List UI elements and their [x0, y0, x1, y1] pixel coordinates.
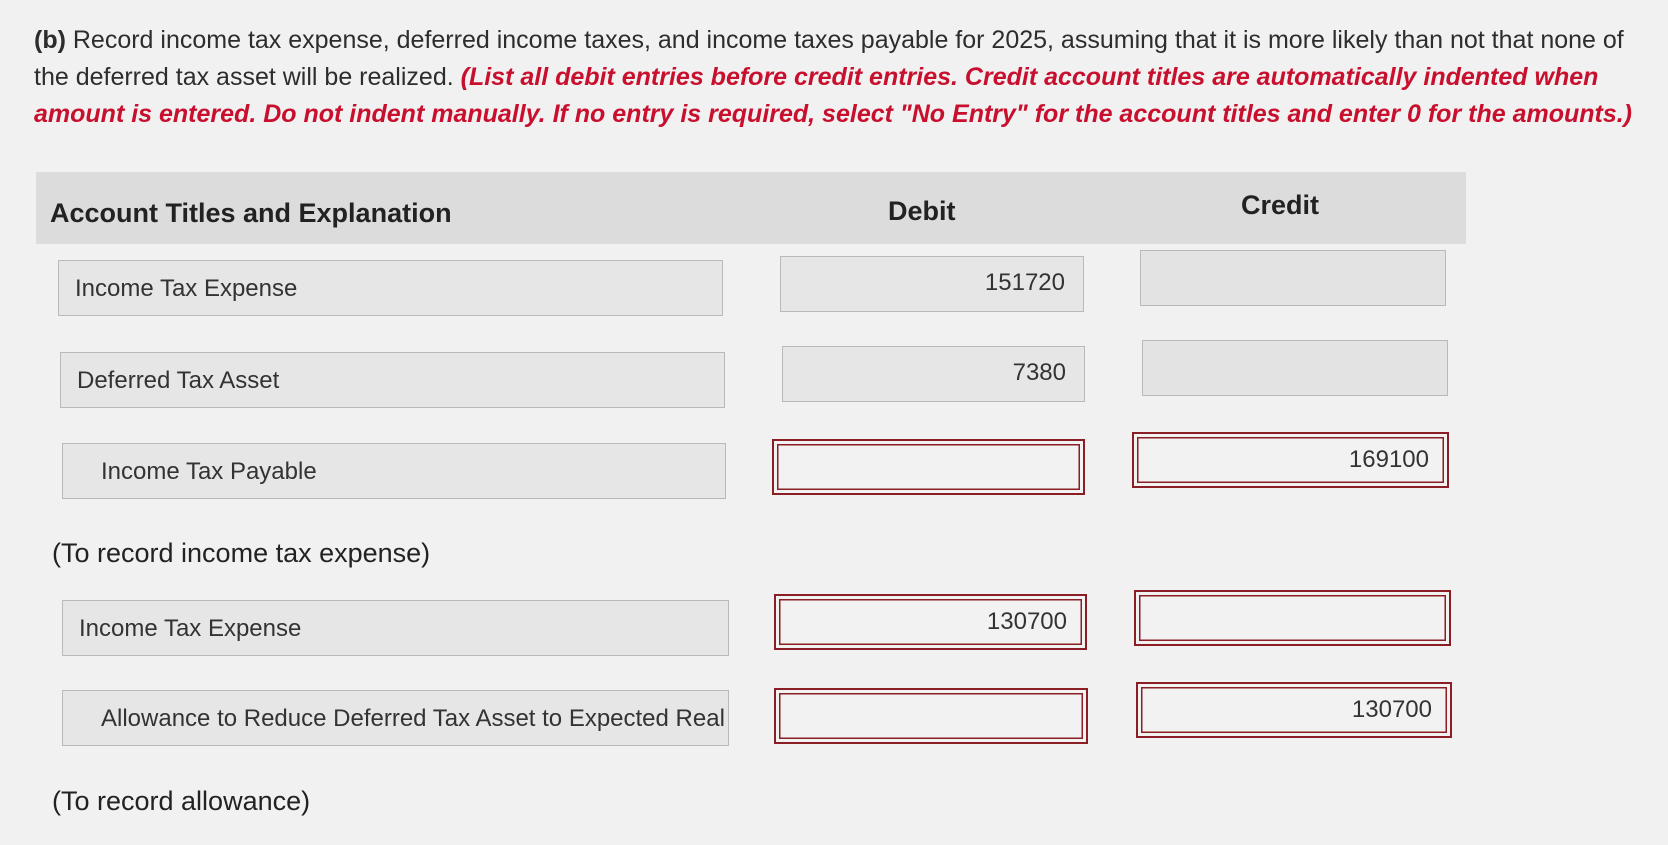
part-label: (b) [34, 26, 66, 54]
instruction-note: (List all debit entries before credit entries. Credit account titles are automatically indented when amount is entered. Do not indent manually. If no entry is required, select "No Entry" for the account titles and enter 0 for the amounts.) [34, 63, 1633, 128]
entry2-caption: (To record allowance) [52, 786, 311, 816]
entry2-row1-debit-field[interactable]: 130700 [774, 594, 1087, 650]
entry1-row2-credit-field[interactable] [1142, 340, 1448, 396]
entry2-row1-credit-field[interactable] [1134, 590, 1451, 646]
entry1-row2-debit-field[interactable]: 7380 [782, 346, 1085, 402]
credit-header: Credit [1241, 190, 1320, 220]
entry2-row2-debit-field[interactable] [774, 688, 1088, 744]
entry1-caption: (To record income tax expense) [52, 538, 431, 568]
debit-header: Debit [888, 196, 956, 226]
question-text: Record income tax expense, deferred income taxes, and income taxes payable for 2025, assuming that it is more likely than not that none of the deferred tax asset will be realized. [34, 26, 1624, 91]
entry1-row3-credit-field[interactable]: 169100 [1132, 432, 1449, 488]
entry2-row2-account-field[interactable]: Allowance to Reduce Deferred Tax Asset to Expected Real [62, 690, 729, 746]
entry1-row1-credit-field[interactable] [1140, 250, 1446, 306]
question-instructions [34, 22, 1634, 133]
entry2-row2-credit-field[interactable]: 130700 [1136, 682, 1452, 738]
table-header [36, 172, 1466, 244]
entry1-row3-account-field[interactable]: Income Tax Payable [62, 443, 726, 499]
entry1-row3-debit-field[interactable] [772, 439, 1085, 495]
entry1-row1-account-field[interactable]: Income Tax Expense [58, 260, 723, 316]
entry1-row1-debit-field[interactable]: 151720 [780, 256, 1084, 312]
entry2-row1-account-field[interactable]: Income Tax Expense [62, 600, 729, 656]
account-titles-header: Account Titles and Explanation [50, 198, 452, 228]
entry1-row2-account-field[interactable]: Deferred Tax Asset [60, 352, 725, 408]
